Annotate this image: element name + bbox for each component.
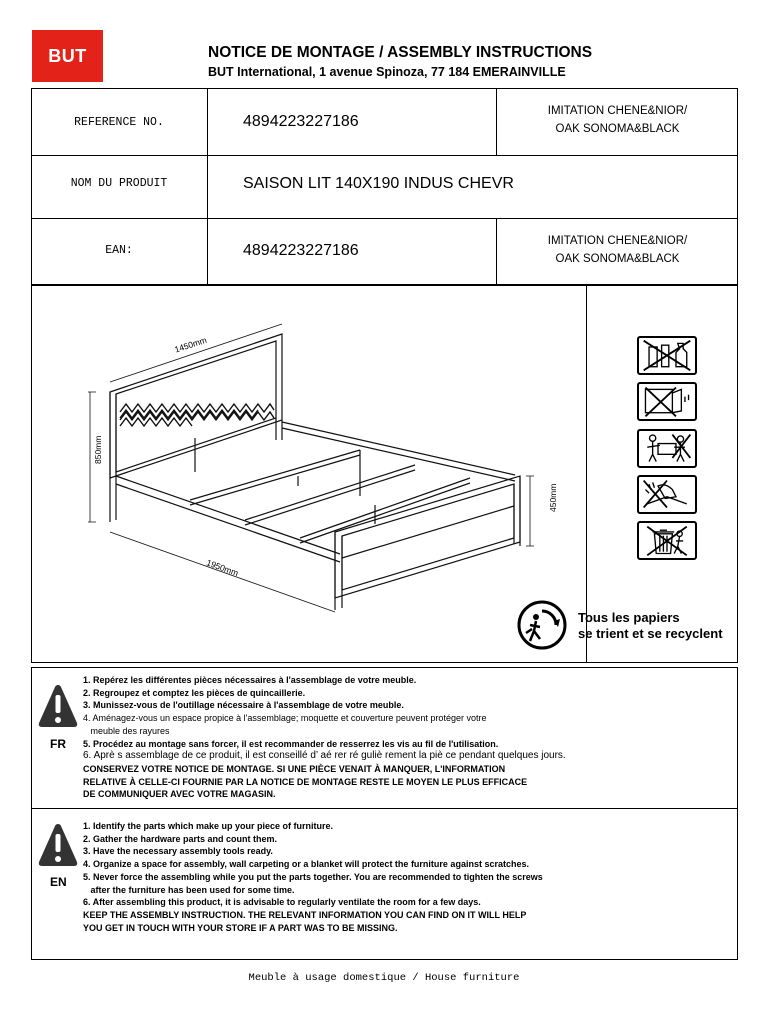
fr-line-7: CONSERVEZ VOTRE NOTICE DE MONTAGE. SI UNE PIÈCE VENAIT À MANQUER, L'INFORMATION <box>83 763 506 774</box>
en-line-3: 3. Have the necessary assembly tools ready. <box>83 846 273 857</box>
no-solvent-cleaner-icon <box>637 336 697 375</box>
dimension-width: 1450mm <box>173 334 208 355</box>
no-humidity-icon <box>637 382 697 421</box>
lang-label-en: EN <box>50 875 67 889</box>
document-title: NOTICE DE MONTAGE / ASSEMBLY INSTRUCTIONS <box>208 44 593 61</box>
product-name-value: SAISON LIT 140X190 INDUS CHEVR <box>243 175 514 192</box>
fr-line-5: 5. Procédez au montage sans forcer, il est recommander de resserrez les vis au fil de l'utilisation. <box>83 738 499 749</box>
no-household-waste-icon <box>637 521 697 560</box>
fr-line-6: 6. Aprè s assemblage de ce produit, il est conseillé d’ aé rer ré guliè rement la piè ce pendant quelques jours. <box>83 750 566 762</box>
dimension-length: 1950mm <box>205 557 240 579</box>
warning-icon <box>37 683 79 731</box>
fr-line-1: 1. Repérez les différentes pièces nécessaires à l'assemblage de votre meuble. <box>83 675 417 685</box>
but-logo: BUT <box>32 30 103 82</box>
reference-value: 4894223227186 <box>243 113 359 130</box>
dimension-foot: 450mm <box>548 483 558 512</box>
en-line-5: 5. Never force the assembling while you put the parts together. You are recommended to tighten the screws <box>83 871 543 882</box>
en-line-1: 1. Identify the parts which make up your piece of furniture. <box>83 821 334 831</box>
en-line-4: 4. Organize a space for assembly, wall carpeting or a blanket will protect the furniture against scratches. <box>83 859 529 870</box>
company-address: BUT International, 1 avenue Spinoza, 77 184 EMERAINVILLE <box>208 65 566 79</box>
ean-value: 4894223227186 <box>243 242 359 259</box>
ean-label: EAN: <box>105 244 133 257</box>
en-instructions <box>83 820 543 934</box>
bed-frame-drawing <box>60 300 560 640</box>
fr-line-8: RELATIVE À CELLE-CI FOURNIE PAR LA NOTICE DE MONTAGE RESTE LE MOYEN LE PLUS EFFICACE <box>83 776 528 787</box>
ean-color: IMITATION CHENE&NIOR/ OAK SONOMA&BLACK <box>547 235 688 265</box>
fr-line-9: DE COMMUNIQUER AVEC VOTRE MAGASIN. <box>83 789 276 800</box>
recycle-message: Tous les papiers se trient et se recyclent <box>578 610 723 641</box>
product-name-label: NOM DU PRODUIT <box>70 177 168 190</box>
two-person-assembly-icon <box>637 429 697 468</box>
reference-color: IMITATION CHENE&NIOR/ OAK SONOMA&BLACK <box>547 105 688 135</box>
triman-recycle-icon <box>516 599 568 651</box>
lang-label-fr: FR <box>50 737 66 751</box>
en-line-2: 2. Gather the hardware parts and count them. <box>83 833 278 844</box>
fr-line-3: 3. Munissez-vous de l'outillage nécessaire à l'assemblage de votre meuble. <box>83 700 404 711</box>
en-line-8: YOU GET IN TOUCH WITH YOUR STORE IF A PART WAS TO BE MISSING. <box>83 922 398 933</box>
fr-line-4: 4. Aménagez-vous un espace propice à l'assemblage; moquette et couverture peuvent protéger votre <box>83 713 487 724</box>
fr-line-4b: meuble des rayures <box>83 725 170 736</box>
no-abrasive-cleaning-icon <box>637 475 697 514</box>
fr-instructions <box>83 674 566 801</box>
footer-note: Meuble à usage domestique / House furniture <box>248 972 520 984</box>
fr-line-2: 2. Regroupez et comptez les pièces de quincaillerie. <box>83 687 306 698</box>
dimension-height: 850mm <box>93 435 103 464</box>
en-line-5b: after the furniture has been used for some time. <box>83 884 295 895</box>
en-line-6: 6. After assembling this product, it is advisable to regularly ventilate the room for a few days. <box>83 897 481 908</box>
en-line-7: KEEP THE ASSEMBLY INSTRUCTION. THE RELEVANT INFORMATION YOU CAN FIND ON IT WILL HELP <box>83 909 527 920</box>
reference-label: REFERENCE NO. <box>74 116 164 129</box>
warning-icon <box>37 822 79 870</box>
